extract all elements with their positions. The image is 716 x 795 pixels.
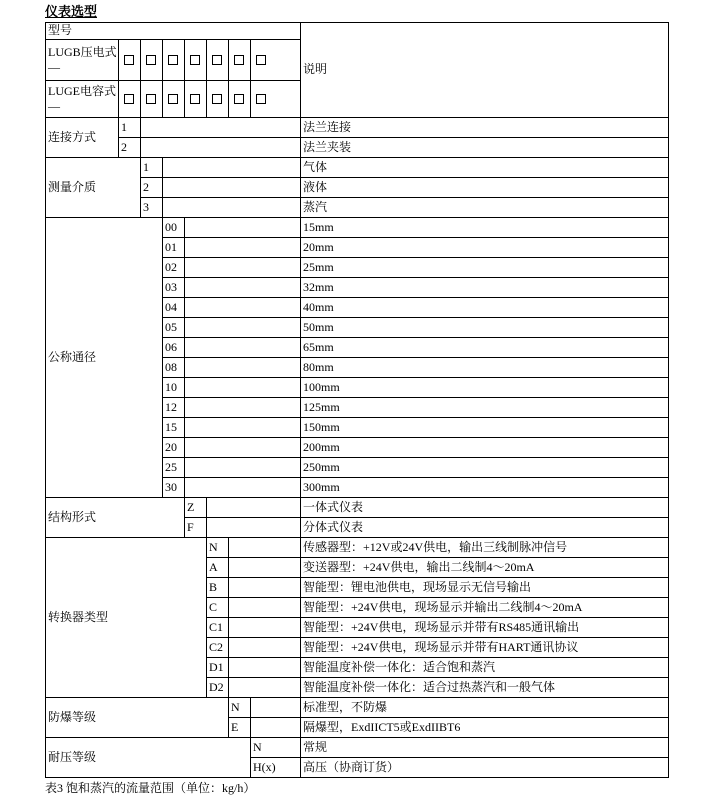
option-code: N [251,738,301,758]
option-code: 20 [163,438,185,458]
selection-table-body [46,23,669,778]
option-code: D2 [207,678,229,698]
product-name [46,40,119,81]
checkbox-icon [190,55,200,65]
option-code: 3 [141,198,163,218]
option-code: 15 [163,418,185,438]
note-label: 说明 [301,23,669,118]
option-desc: 常规 [301,738,669,758]
spacer-cell [207,518,301,538]
option-code: D1 [207,658,229,678]
option-row [46,138,669,158]
checkbox-icon [124,94,134,104]
option-code: C1 [207,618,229,638]
group-label: 防爆等级 [46,698,229,738]
code-position-cell [119,40,141,81]
option-desc: 一体式仪表 [301,498,669,518]
spacer-cell [229,558,301,578]
option-code: A [207,558,229,578]
group-label: 连接方式 [46,118,119,158]
option-desc: 15mm [301,218,669,238]
spacer-cell [229,538,301,558]
option-desc: 传感器型：+12V或24V供电，输出三线制脉冲信号 [301,538,669,558]
checkbox-icon [234,55,244,65]
option-code: 30 [163,478,185,498]
option-row [46,158,669,178]
product-dash: — [48,99,60,113]
option-code: 04 [163,298,185,318]
checkbox-icon [146,55,156,65]
option-row [46,118,669,138]
code-position-cell [207,40,229,81]
option-desc: 200mm [301,438,669,458]
option-desc: 智能型：+24V供电，现场显示并带有RS485通讯输出 [301,618,669,638]
option-code: 10 [163,378,185,398]
checkbox-icon [212,94,222,104]
option-desc: 分体式仪表 [301,518,669,538]
group-label: 转换器类型 [46,538,207,698]
code-position-cell [141,40,163,81]
option-desc: 100mm [301,378,669,398]
code-position-cell [229,40,251,81]
option-code: 1 [119,118,141,138]
checkbox-icon [168,94,178,104]
option-code: 06 [163,338,185,358]
spacer-cell [185,298,301,318]
option-desc: 20mm [301,238,669,258]
option-desc: 液体 [301,178,669,198]
option-desc: 65mm [301,338,669,358]
option-code: 02 [163,258,185,278]
code-position-cell [185,40,207,81]
spacer-cell [141,138,301,158]
option-code: Z [185,498,207,518]
spacer-cell [185,398,301,418]
checkbox-icon [256,55,266,65]
spacer-cell [185,318,301,338]
option-code: C2 [207,638,229,658]
spacer-cell [185,418,301,438]
checkbox-icon [212,55,222,65]
spacer-cell [229,658,301,678]
option-code: E [229,718,251,738]
option-desc: 智能型：+24V供电，现场显示并输出二线制4～20mA [301,598,669,618]
group-label: 结构形式 [46,498,185,538]
code-position-cell [185,81,207,118]
option-row [46,538,669,558]
option-row [46,698,669,718]
spacer-cell [185,358,301,378]
code-position-cell [251,40,301,81]
option-desc: 气体 [301,158,669,178]
option-code: 05 [163,318,185,338]
spacer-cell [185,238,301,258]
page-title: 仪表选型 [45,4,98,19]
option-code: 08 [163,358,185,378]
code-position-cell [163,40,185,81]
option-code: 03 [163,278,185,298]
code-position-cell [229,81,251,118]
option-code: N [229,698,251,718]
option-desc: 高压（协商订货） [301,758,669,778]
option-desc: 法兰连接 [301,118,669,138]
option-desc: 25mm [301,258,669,278]
spacer-cell [229,678,301,698]
spacer-cell [207,498,301,518]
spacer-cell [185,478,301,498]
checkbox-icon [124,55,134,65]
checkbox-icon [168,55,178,65]
spacer-cell [185,378,301,398]
option-row [46,738,669,758]
option-desc: 隔爆型，ExdIICT5或ExdIIBT6 [301,718,669,738]
option-desc: 变送器型：+24V供电，输出二线制4～20mA [301,558,669,578]
option-row [46,218,669,238]
option-desc: 32mm [301,278,669,298]
option-desc: 法兰夹装 [301,138,669,158]
option-desc: 150mm [301,418,669,438]
code-position-cell [207,81,229,118]
checkbox-icon [190,94,200,104]
option-code: 2 [141,178,163,198]
spacer-cell [185,218,301,238]
product-name-text: LUGB压电式 [48,45,117,59]
table-caption: 表3 饱和蒸汽的流量范围（单位：kg/h） [45,781,256,795]
spacer-cell [163,178,301,198]
option-desc: 蒸汽 [301,198,669,218]
spacer-cell [185,438,301,458]
code-position-cell [251,81,301,118]
option-code: C [207,598,229,618]
option-code: 00 [163,218,185,238]
spacer-cell [185,458,301,478]
option-desc: 50mm [301,318,669,338]
option-code: H(x) [251,758,301,778]
option-code: 12 [163,398,185,418]
spacer-cell [163,198,301,218]
option-desc: 智能温度补偿一体化：适合过热蒸汽和一般气体 [301,678,669,698]
checkbox-icon [146,94,156,104]
code-position-cell [119,81,141,118]
spacer-cell [185,278,301,298]
option-code: B [207,578,229,598]
group-label: 测量介质 [46,158,141,218]
model-selection-table [45,22,669,778]
spacer-cell [251,718,301,738]
product-name-text: LUGE电容式 [48,84,116,98]
checkbox-icon [234,94,244,104]
option-row [46,498,669,518]
option-code: 2 [119,138,141,158]
option-code: 25 [163,458,185,478]
option-code: N [207,538,229,558]
code-position-cell [141,81,163,118]
option-code: F [185,518,207,538]
option-desc: 智能温度补偿一体化：适合饱和蒸汽 [301,658,669,678]
code-position-cell [163,81,185,118]
product-dash: — [48,60,60,74]
group-label: 公称通径 [46,218,163,498]
option-code: 01 [163,238,185,258]
option-desc: 250mm [301,458,669,478]
model-label: 型号 [46,23,301,40]
option-desc: 125mm [301,398,669,418]
option-desc: 智能型：+24V供电，现场显示并带有HART通讯协议 [301,638,669,658]
product-name [46,81,119,118]
spacer-cell [185,258,301,278]
option-desc: 300mm [301,478,669,498]
checkbox-icon [256,94,266,104]
option-desc: 智能型：锂电池供电，现场显示无信号输出 [301,578,669,598]
spacer-cell [141,118,301,138]
model-row [46,23,669,40]
spacer-cell [229,578,301,598]
spacer-cell [229,618,301,638]
option-desc: 80mm [301,358,669,378]
spacer-cell [229,598,301,618]
group-label: 耐压等级 [46,738,251,778]
option-desc: 标准型，不防爆 [301,698,669,718]
spacer-cell [251,698,301,718]
spacer-cell [163,158,301,178]
spacer-cell [185,338,301,358]
option-desc: 40mm [301,298,669,318]
spacer-cell [229,638,301,658]
option-code: 1 [141,158,163,178]
